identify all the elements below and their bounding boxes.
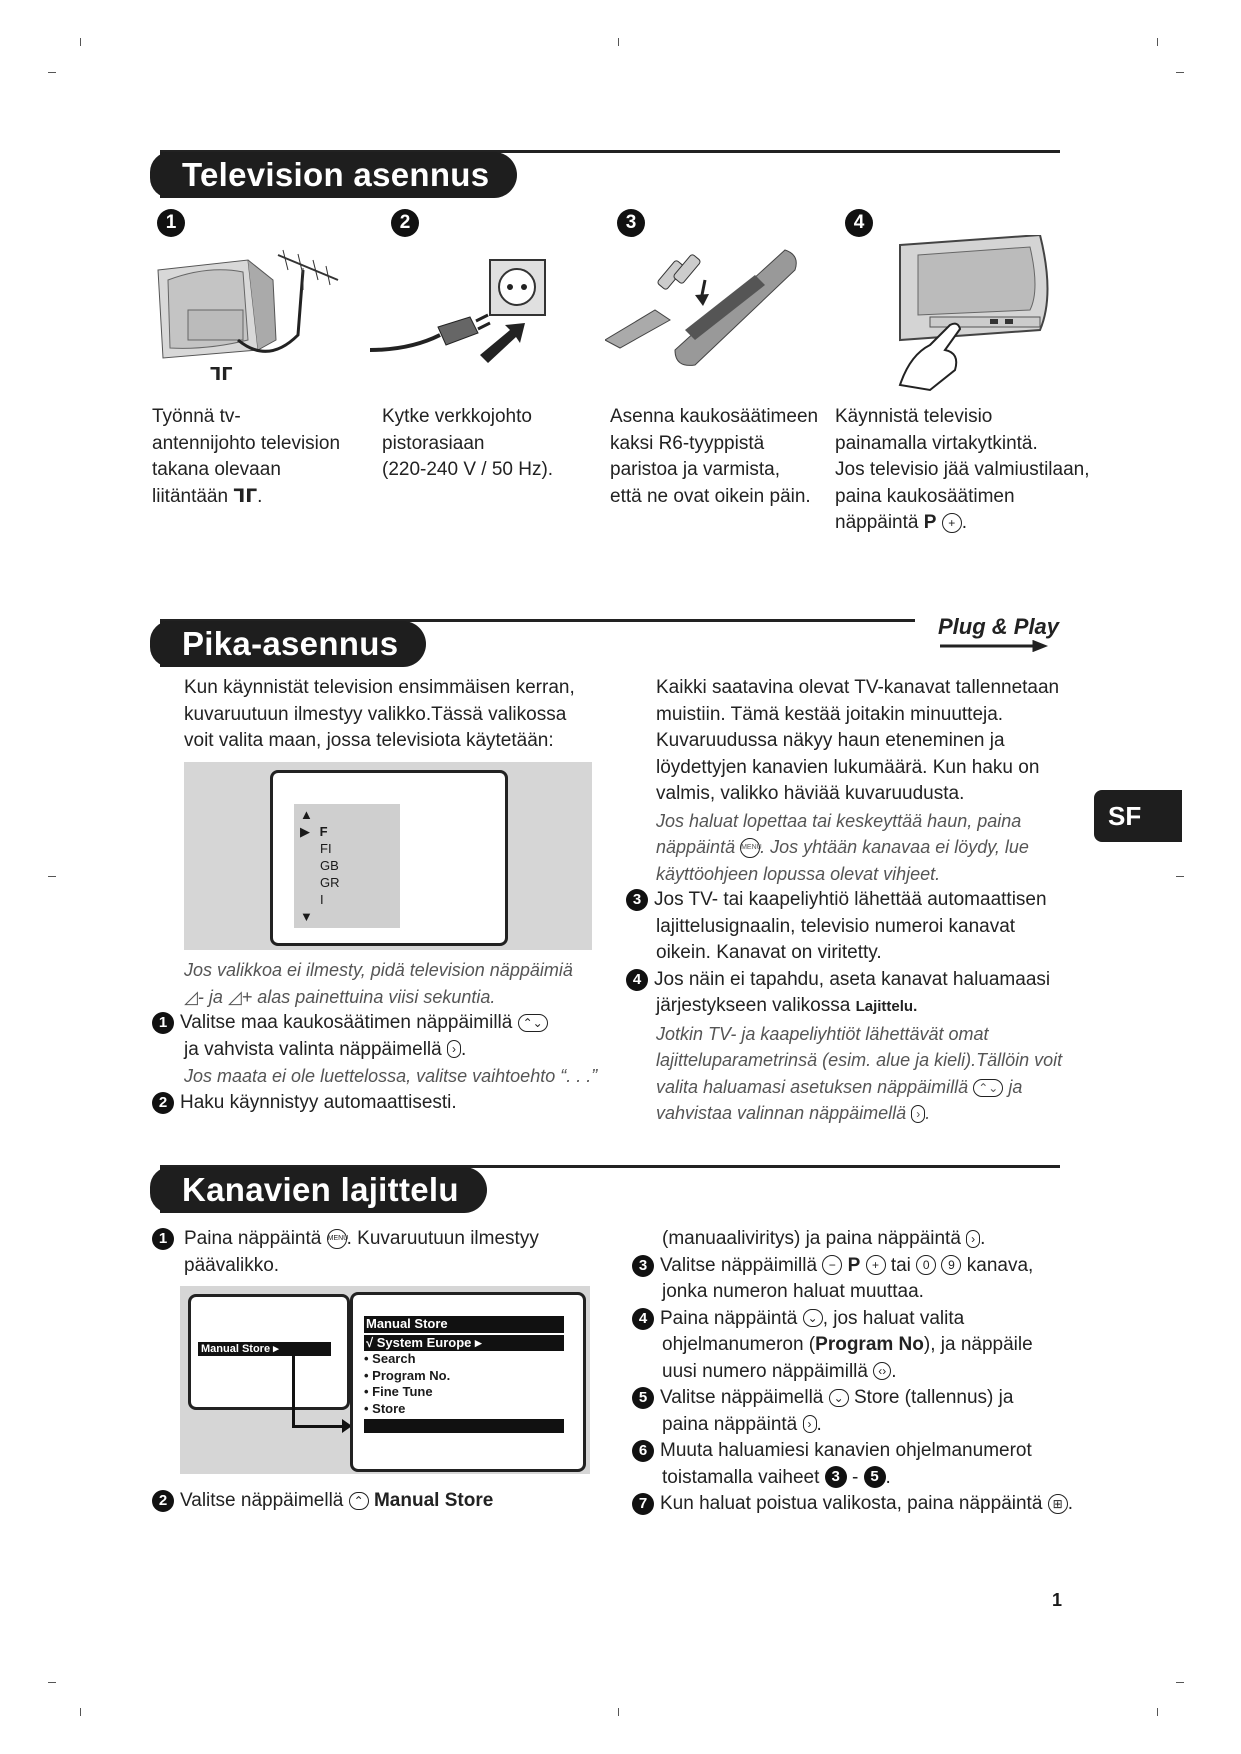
language-tab: SF (1094, 790, 1182, 842)
menu-key-icon: MENU (740, 838, 760, 858)
quick-install-intro: Kun käynnistät television ensimmäisen kerran, kuvaruutuun ilmestyy valikko.Tässä valikossa voit valita maan, jossa televisiota käytetään: (184, 677, 575, 751)
menu-header: Manual Store (364, 1316, 564, 1333)
right-key-icon: › (447, 1040, 461, 1058)
menu-item[interactable]: • Search (364, 1351, 416, 1366)
volume-minus-icon: ◿ (184, 986, 198, 1007)
exit-key-icon: ⊞ (1048, 1494, 1068, 1514)
up-down-keys-icon: ⌃⌄ (973, 1079, 1003, 1097)
plus-key-icon: + (866, 1255, 886, 1275)
menu-item[interactable]: I (320, 892, 324, 907)
quick-install-left-steps: Jos valikkoa ei ilmesty, pidä television näppäimiä ◿- ja ◿+ alas painettuina viisi sekuntia. 1 Valitse maa kaukosäätimen näppäimillä ⌃⌄ ja vahvista valinta näppäimellä › . Jos maata ei ole luettelossa, valitse vaihtoehto “. . .” 2 Haku käynnistyy automaattisesti. (152, 957, 612, 1116)
sorting-right-steps: (manuaaliviritys) ja paina näppäintä › . 3 Valitse näppäimillä − P + tai 0 9 kanava, jonka numeron haluat muuttaa. 4 Paina näppäintä ⌄ , jos haluat valita ohjelmanumeron (Program No), ja näppäile uusi numero näppäimillä ‹› . 5 Valitse näppäimellä ⌄ Store (tallennus) ja paina näppäintä › . 6 Muuta haluamiesi kanavien ohjelmanumerot toistamalla vaiheet 3 - 5 . 7 Kun haluat poistua valikosta, paina näppäintä ⊞ . (632, 1226, 1102, 1518)
step-number: 4 (845, 209, 873, 237)
down-key-icon: ⌄ (803, 1309, 823, 1327)
right-key-icon: › (966, 1230, 980, 1248)
nine-key-icon: 9 (941, 1255, 961, 1275)
tv-power-button-illustration (890, 235, 1050, 395)
step-number: 3 (617, 209, 645, 237)
page-number: 1 (1052, 1590, 1063, 1610)
main-menu-illustration (180, 1286, 590, 1474)
menu-item-selected[interactable]: √ System Europe ▸ (364, 1335, 564, 1352)
step-number: 1 (157, 209, 185, 237)
left-right-keys-icon: ‹› (873, 1362, 891, 1380)
step4-text: Käynnistä televisio painamalla virtakytkintä. Jos televisio jää valmiustilaan, paina kaukosäätimen näppäintä P + . (835, 406, 1090, 533)
section-title-installation: Television asennus (160, 152, 517, 198)
menu-item[interactable]: GB (320, 858, 339, 873)
step-number: 2 (391, 209, 419, 237)
power-plug-illustration (370, 255, 550, 375)
right-key-icon: › (803, 1415, 817, 1433)
menu-item[interactable]: • Program No. (364, 1367, 451, 1383)
step1-text: Työnnä tv- antennijohto television takana olevaan liitäntään ᒣᒥ. (152, 406, 341, 507)
volume-plus-icon: ◿ (227, 986, 242, 1007)
svg-text:ᒣᒥ: ᒣᒥ (210, 364, 233, 384)
scroll-up-icon: ▲ (300, 807, 313, 822)
menu-item[interactable]: FI (320, 841, 332, 856)
step2-text: Kytke verkkojohto pistorasiaan (220-240 V / 50 Hz). (382, 406, 554, 480)
section-title-quick-install: Pika-asennus (160, 621, 426, 667)
menu-item[interactable]: GR (320, 875, 340, 890)
menu-item[interactable]: Manual Store ▸ (198, 1342, 331, 1356)
menu-item[interactable]: F (319, 824, 328, 839)
tv-antenna-illustration (148, 240, 348, 390)
zero-key-icon: 0 (916, 1255, 936, 1275)
antenna-socket-icon: ᒣᒥ (233, 485, 258, 507)
up-key-icon: ⌃ (349, 1492, 369, 1510)
section-title-channel-sorting: Kanavien lajittelu (160, 1167, 487, 1213)
country-menu-illustration (184, 762, 592, 950)
right-key-icon: › (911, 1105, 925, 1123)
scroll-down-icon: ▼ (300, 909, 313, 924)
menu-item[interactable]: • Store (364, 1400, 406, 1416)
down-key-icon: ⌄ (829, 1389, 849, 1407)
sorting-step1: 1 Paina näppäintä MENU. Kuvaruutuun ilmestyy päävalikko. (152, 1226, 572, 1279)
selection-arrow-icon: ▶ (300, 824, 310, 839)
menu-item[interactable]: • Fine Tune (364, 1384, 433, 1399)
up-down-keys-icon: ⌃⌄ (518, 1014, 548, 1032)
step3-text: Asenna kaukosäätimeen kaksi R6-tyyppistä paristoa ja varmista, että ne ovat oikein päin. (610, 406, 819, 507)
plug-and-play-logo: Plug & Play (938, 614, 1059, 652)
quick-install-right-steps: Kaikki saatavina olevat TV-kanavat tallennetaan muistiin. Tämä kestää joitakin minuutteja. Kuvaruudussa näkyy haun eteneminen ja löydettyjen kanavien lukumäärä. Kun haku on valmis, valikko häviää kuvaruudusta. Jos haluat lopettaa tai keskeyttää haun, paina näppäintä MENU. Jos yhtään kanavaa ei löydy, lue käyttöohjeen lopussa olevat vihjeet. 3 Jos TV- tai kaapeliyhtiö lähettää automaattisen lajittelusignaalin, televisio numeroi kanavat oikein. Kanavat on viritetty. 4 Jos näin ei tapahdu, aseta kanavat haluamaasi järjestykseen valikossa Lajittelu. Jotkin TV- ja kaapeliyhtiöt lähettävät omat lajitteluparametrinsä (esim. alue ja kieli).Tällöin voit valita haluamasi asetuksen näppäimillä ⌃⌄ ja vahvistaa valinnan näppäimellä › . (626, 675, 1096, 1127)
plus-key-icon: + (942, 513, 962, 533)
menu-key-icon: MENU (327, 1229, 347, 1249)
minus-key-icon: − (822, 1255, 842, 1275)
remote-batteries-illustration (605, 240, 805, 370)
sorting-step2: 2 Valitse näppäimellä ⌃ Manual Store (152, 1488, 612, 1515)
